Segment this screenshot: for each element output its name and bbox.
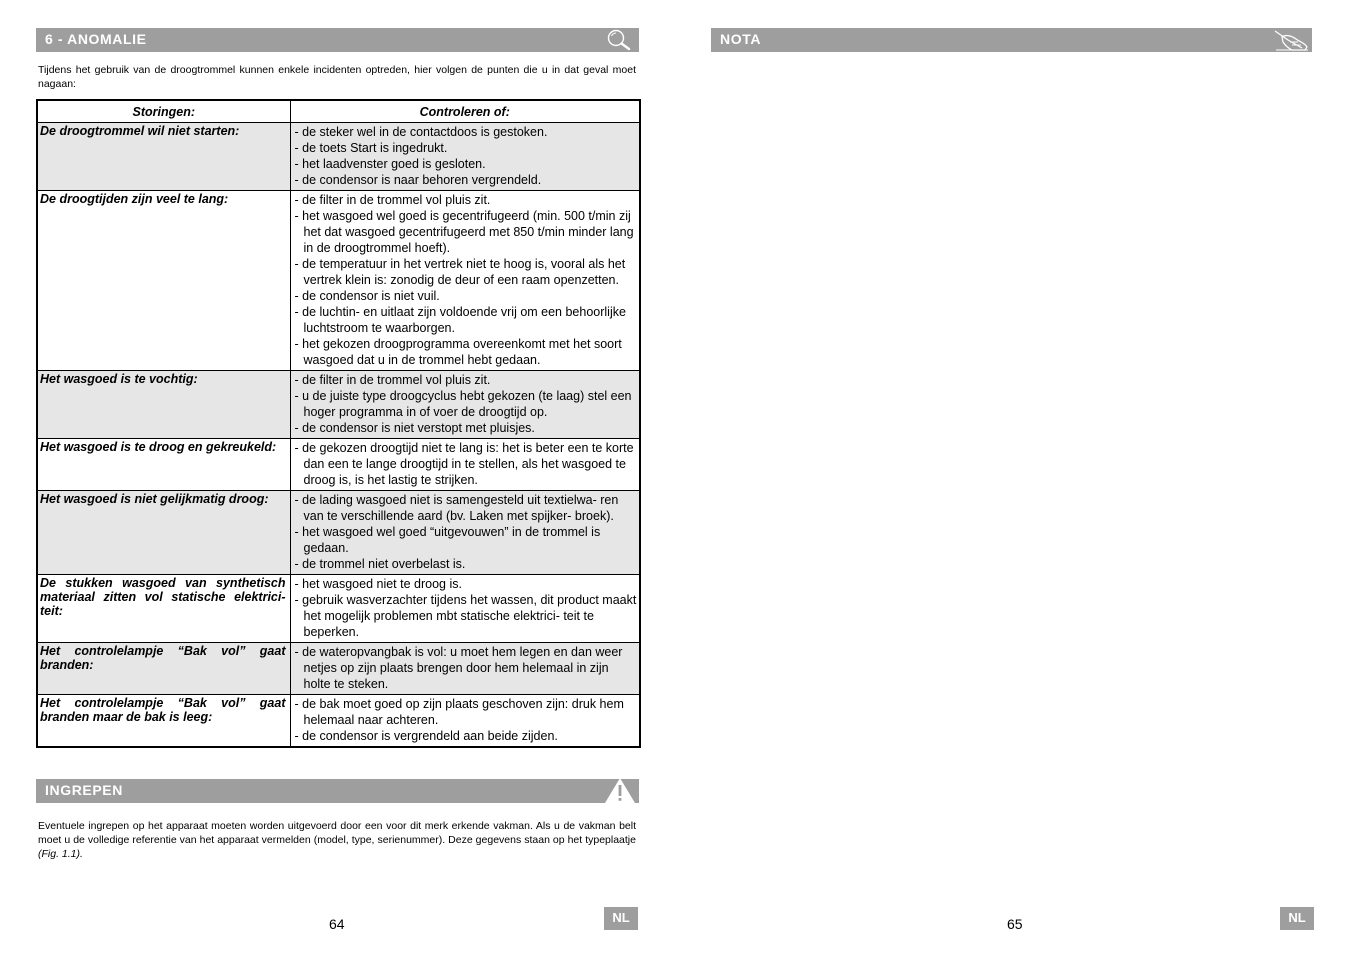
fault-cell: Het wasgoed is niet gelijkmatig droog: bbox=[37, 491, 290, 575]
check-item: - de temperatuur in het vertrek niet te hoog is, vooral als het vertrek klein is: zonodig de deur of een raam openzetten. bbox=[294, 257, 626, 287]
table-row bbox=[37, 123, 640, 191]
ingrepen-paragraph: Eventuele ingrepen op het apparaat moeten worden uitgevoerd door een voor dit merk erkende vakman. Als u de vakman belt moet u de volledige referentie van het apparaat vermelden (model, type, serienummer). Deze gegevens staan op het typeplaatje bbox=[38, 820, 636, 846]
page-number: 65 bbox=[1007, 916, 1023, 932]
check-item: - de condensor is naar behoren vergrendeld. bbox=[294, 173, 542, 187]
language-badge: NL bbox=[1280, 907, 1314, 930]
ingrepen-text bbox=[38, 819, 636, 861]
section-header-ingrepen bbox=[36, 779, 639, 803]
warning-icon bbox=[603, 777, 637, 803]
checks-cell bbox=[290, 123, 640, 191]
table-row bbox=[37, 643, 640, 695]
table-row bbox=[37, 575, 640, 643]
check-item: - de condensor is niet verstopt met pluisjes. bbox=[294, 421, 535, 435]
check-item: - u de juiste type droogcyclus hebt gekozen (te laag) stel een hoger programma in of voer de droogtijd op. bbox=[294, 389, 632, 419]
section-title: 6 - ANOMALIE bbox=[45, 31, 147, 47]
fault-cell: De stukken wasgoed van synthetisch materiaal zitten vol statische elektrici- teit: bbox=[37, 575, 290, 643]
check-item: - de filter in de trommel vol pluis zit. bbox=[294, 373, 491, 387]
page-number: 64 bbox=[329, 916, 345, 932]
checks-cell bbox=[290, 439, 640, 491]
fault-cell: Het controlelampje “Bak vol” gaat branden maar de bak is leeg: bbox=[37, 695, 290, 748]
checks-cell bbox=[290, 695, 640, 748]
check-item: - de gekozen droogtijd niet te lang is: het is beter een te korte dan een te lange droogtijd in te stellen, als het wasgoed te droog is, is het lastig te strijken. bbox=[294, 441, 634, 487]
fault-cell: Het wasgoed is te vochtig: bbox=[37, 371, 290, 439]
check-item: - de toets Start is ingedrukt. bbox=[294, 141, 448, 155]
check-list bbox=[295, 576, 639, 640]
check-list bbox=[295, 124, 639, 188]
checks-cell bbox=[290, 643, 640, 695]
fault-cell: Het controlelampje “Bak vol” gaat branden: bbox=[37, 643, 290, 695]
check-list bbox=[295, 696, 639, 744]
check-item: - de trommel niet overbelast is. bbox=[294, 557, 466, 571]
check-item: - de condensor is niet vuil. bbox=[294, 289, 440, 303]
check-item: - het wasgoed wel goed “uitgevouwen” in de trommel is gedaan. bbox=[294, 525, 601, 555]
table-row bbox=[37, 439, 640, 491]
checks-cell bbox=[290, 575, 640, 643]
table-row bbox=[37, 491, 640, 575]
check-item: - de luchtin- en uitlaat zijn voldoende vrij om een behoorlijke luchtstroom te waarborgen. bbox=[294, 305, 626, 335]
figure-reference: (Fig. 1.1). bbox=[38, 848, 83, 860]
check-list bbox=[295, 440, 639, 488]
checks-cell bbox=[290, 191, 640, 371]
section-title: NOTA bbox=[720, 31, 762, 47]
section-header-nota bbox=[711, 28, 1312, 52]
check-item: - het wasgoed niet te droog is. bbox=[294, 577, 462, 591]
magnifier-icon bbox=[601, 28, 637, 52]
check-item: - de filter in de trommel vol pluis zit. bbox=[294, 193, 491, 207]
check-item: - het laadvenster goed is gesloten. bbox=[294, 157, 486, 171]
check-item: - de wateropvangbak is vol: u moet hem legen en dan weer netjes op zijn plaats brengen door hem helemaal in zijn holte te steken. bbox=[294, 645, 623, 691]
fault-cell: De droogtrommel wil niet starten: bbox=[37, 123, 290, 191]
check-item: - het gekozen droogprogramma overeenkomt met het soort wasgoed dat u in de trommel hebt gedaan. bbox=[294, 337, 622, 367]
check-list bbox=[295, 372, 639, 436]
column-header-checks: Controleren of: bbox=[290, 100, 640, 123]
table-row bbox=[37, 191, 640, 371]
check-item: - de condensor is vergrendeld aan beide zijden. bbox=[294, 729, 558, 743]
fault-cell: Het wasgoed is te droog en gekreukeld: bbox=[37, 439, 290, 491]
check-item: - de steker wel in de contactdoos is gestoken. bbox=[294, 125, 548, 139]
check-list bbox=[295, 492, 639, 572]
writing-hand-icon bbox=[1272, 28, 1310, 52]
check-item: - het wasgoed wel goed is gecentrifugeerd (min. 500 t/min zij het dat wasgoed gecentrifugeerd met 850 t/min minder lang in de droogtrommel hoeft). bbox=[294, 209, 634, 255]
checks-cell bbox=[290, 371, 640, 439]
troubleshooting-table bbox=[36, 99, 641, 748]
section-header-anomalie bbox=[36, 28, 639, 52]
language-badge: NL bbox=[604, 907, 638, 930]
section-title: INGREPEN bbox=[45, 782, 123, 798]
check-list bbox=[295, 644, 639, 692]
right-page bbox=[675, 0, 1350, 954]
check-list bbox=[295, 192, 639, 368]
table-row bbox=[37, 695, 640, 748]
check-item: - gebruik wasverzachter tijdens het wassen, dit product maakt het mogelijk problemen mbt statische elektrici- teit te beperken. bbox=[294, 593, 637, 639]
checks-cell bbox=[290, 491, 640, 575]
intro-text: Tijdens het gebruik van de droogtrommel kunnen enkele incidenten optreden, hier volgen de punten die u in dat geval moet nagaan: bbox=[38, 64, 636, 90]
check-item: - de lading wasgoed niet is samengesteld uit textielwa- ren van te verschillende aard (bv. Laken met spijker- broek). bbox=[294, 493, 619, 523]
column-header-faults: Storingen: bbox=[37, 100, 290, 123]
table-row bbox=[37, 371, 640, 439]
table-header-row bbox=[37, 100, 640, 123]
check-item: - de bak moet goed op zijn plaats geschoven zijn: druk hem helemaal naar achteren. bbox=[294, 697, 624, 727]
fault-cell: De droogtijden zijn veel te lang: bbox=[37, 191, 290, 371]
